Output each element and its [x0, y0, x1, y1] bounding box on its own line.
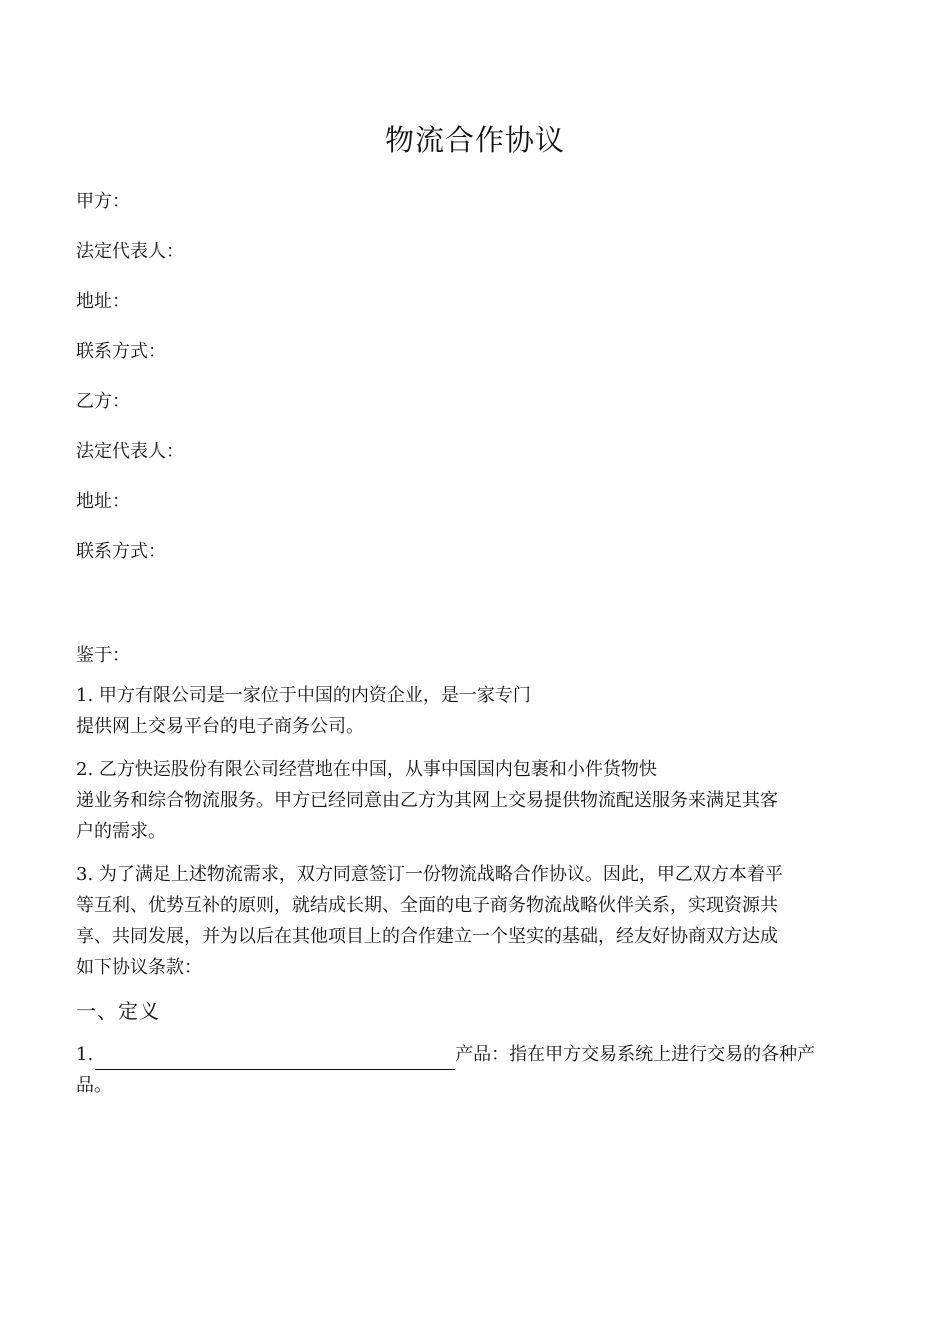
- section-1-heading: 一、定义: [76, 999, 160, 1023]
- party-b-contact: 联系方式：: [76, 541, 166, 562]
- definition-1-number: 1.: [76, 1044, 94, 1065]
- whereas-item-1-line-1: 1. 甲方有限公司是一家位于中国的内资企业，是一家专门: [76, 685, 531, 706]
- definition-1-line-2: 品。: [76, 1075, 112, 1096]
- party-b-legal-rep: 法定代表人：: [76, 441, 184, 462]
- whereas-item-2-line-2: 递业务和综合物流服务。甲方已经同意由乙方为其网上交易提供物流配送服务来满足其客: [76, 790, 778, 811]
- whereas-item-3-line-3: 享、共同发展，并为以后在其他项目上的合作建立一个坚实的基础，经友好协商双方达成: [76, 926, 778, 947]
- whereas-item-3-line-1: 3. 为了满足上述物流需求，双方同意签订一份物流战略合作协议。因此，甲乙双方本着平: [76, 864, 783, 885]
- whereas-item-1-line-2: 提供网上交易平台的电子商务公司。: [76, 716, 364, 737]
- definition-1-text: 产品：指在甲方交易系统上进行交易的各种产: [455, 1044, 816, 1065]
- whereas-item-2-line-1: 2. 乙方快运股份有限公司经营地在中国，从事中国国内包裹和小件货物快: [76, 759, 657, 780]
- document-title: 物流合作协议: [384, 123, 565, 157]
- party-a-label: 甲方：: [76, 191, 130, 212]
- party-info-block: [76, 190, 876, 590]
- party-a-address: 地址：: [76, 291, 130, 312]
- party-a-contact: 联系方式：: [76, 341, 166, 362]
- whereas-item-3-line-2: 等互利、优势互补的原则，就结成长期、全面的电子商务物流战略伙伴关系，实现资源共: [76, 895, 778, 916]
- agreement-body: [76, 640, 876, 1101]
- whereas-heading: 鉴于：: [76, 645, 130, 666]
- definition-1-line-1: [76, 1039, 876, 1070]
- party-b-address: 地址：: [76, 491, 130, 512]
- whereas-item-2-line-3: 户的需求。: [76, 821, 166, 842]
- definition-1-blank-field: [95, 1047, 455, 1070]
- party-b-label: 乙方：: [76, 391, 130, 412]
- whereas-item-3-line-4: 如下协议条款：: [76, 957, 202, 978]
- party-a-legal-rep: 法定代表人：: [76, 241, 184, 262]
